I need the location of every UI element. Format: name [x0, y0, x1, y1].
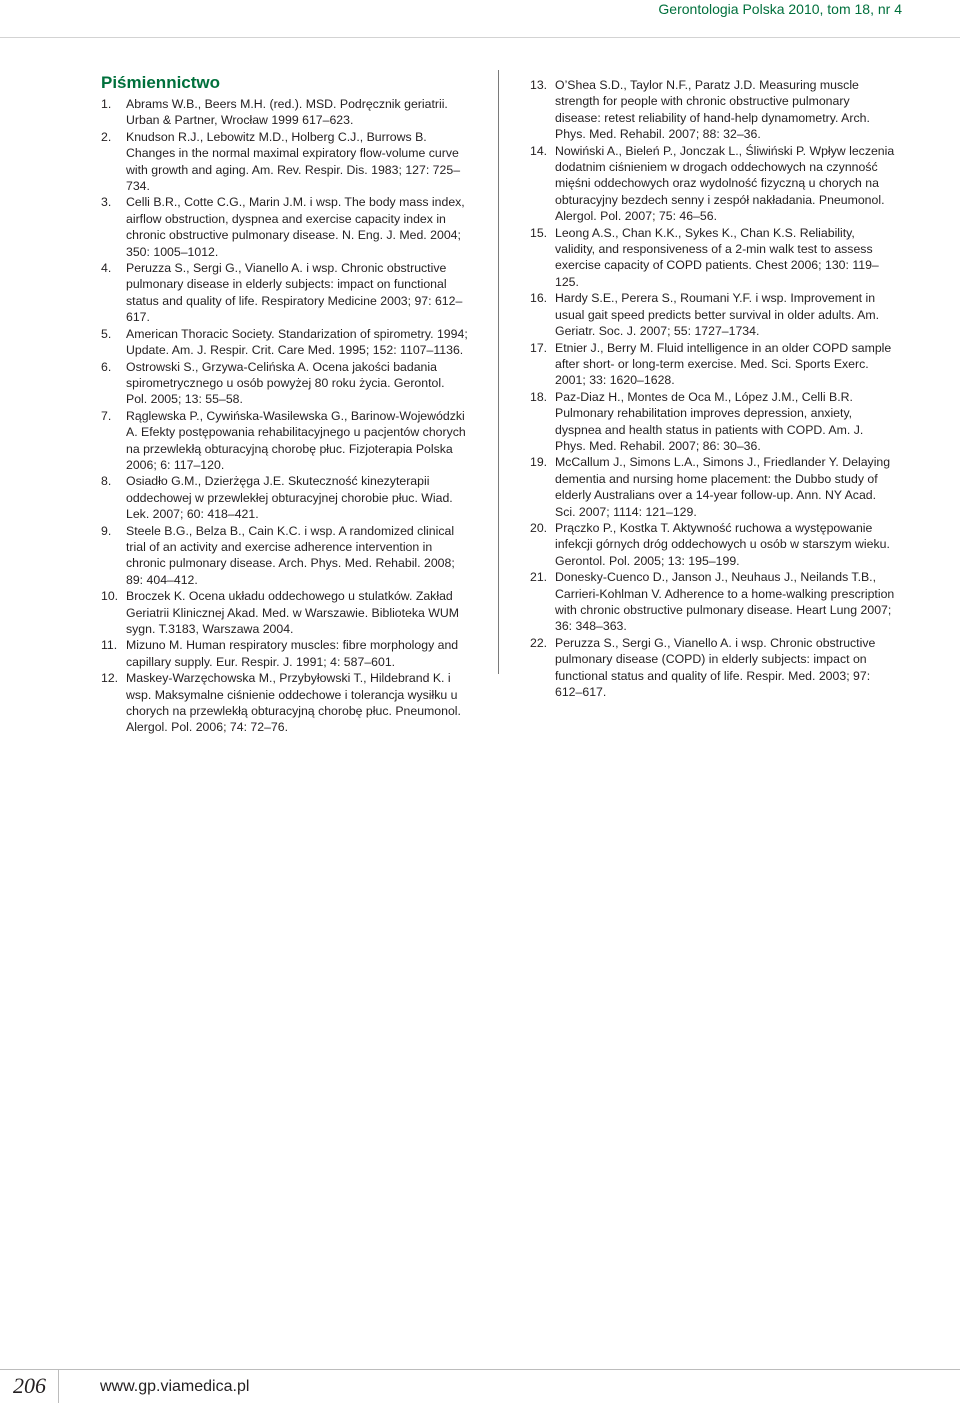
- reference-text: Celli B.R., Cotte C.G., Marin J.M. i wsp. The body mass index, airflow obstruction, dyspnea and exercise capacity index in chronic obstructive pulmonary disease. N. Eng. J. Med. 2004; 350: 1005–1012.: [126, 195, 465, 259]
- reference-text: Etnier J., Berry M. Fluid intelligence in an older COPD sample after short- or long-term exercise. Med. Sci. Sports Exerc. 2001; 33: 1620–1628.: [555, 340, 892, 388]
- page-header: [0, 0, 960, 38]
- reference-item: [101, 408, 469, 474]
- reference-number: 7.: [101, 408, 112, 423]
- column-divider: [498, 70, 499, 674]
- references-left-column: [101, 96, 469, 736]
- reference-number: 13.: [530, 78, 548, 92]
- footer-separator: [58, 1369, 59, 1403]
- reference-text: Donesky-Cuenco D., Janson J., Neuhaus J., Neilands T.B., Carrieri-Kohlman V. Adherence to a home-walking prescription with chronic obstructive pulmonary disease. Heart Lung 2007; 36: 348–363.: [555, 570, 895, 634]
- reference-item: [101, 588, 469, 637]
- reference-item: [101, 129, 469, 195]
- reference-text: Peruzza S., Sergi G., Vianello A. i wsp. Chronic obstructive pulmonary disease in elderly subjects: impact on functional status and quality of life. Respiratory Medicine 2003; 97: 612–617.: [126, 261, 463, 325]
- reference-text: Maskey-Warzęchowska M., Przybyłowski T., Hildebrand K. i wsp. Maksymalne ciśnienie oddechowe i tolerancja wysiłku u chorych na przewlekłą obturacyjną chorobę płuc. Pneumonol. Alergol. Pol. 2006; 74: 72–76.: [126, 671, 461, 735]
- reference-number: 14.: [530, 143, 548, 158]
- reference-number: 19.: [530, 455, 548, 470]
- references-right-column: [530, 77, 897, 700]
- reference-text: Leong A.S., Chan K.K., Sykes K., Chan K.S. Reliability, validity, and responsiveness of a 2-min walk test to assess exercise capacity of COPD patients. Chest 2006; 130: 119–125.: [555, 225, 879, 289]
- reference-text: Nowiński A., Bieleń P., Jonczak L., Śliwiński P. Wpływ leczenia dodatnim ciśnieniem w drogach oddechowych na czynność mięśni oddechowych oraz wydolność fizyczną u chorych na obturacyjny bezdech senny i zespół nakładania. Pneumonol. Alergol. Pol. 2007; 75: 46–56.: [555, 143, 895, 224]
- reference-text: O’Shea S.D., Taylor N.F., Paratz J.D. Measuring muscle strength for people with chronic obstructive pulmonary disease: retest reliability of hand-help dynamometry. Arch. Phys. Med. Rehabil. 2007; 88: 32–36.: [555, 78, 870, 142]
- reference-number: 22.: [530, 635, 548, 650]
- reference-number: 9.: [101, 523, 112, 538]
- reference-number: 8.: [101, 474, 112, 489]
- reference-text: Broczek K. Ocena układu oddechowego u stulatków. Zakład Geriatrii Klinicznej Akad. Med. w Warszawie. Biblioteka WUM sygn. T.3183, Warszawa 2004.: [126, 589, 460, 636]
- reference-item: [101, 637, 469, 670]
- reference-item: [101, 96, 469, 129]
- reference-number: 11.: [101, 638, 118, 653]
- reference-text: Prączko P., Kostka T. Aktywność ruchowa a występowanie infekcji górnych dróg oddechowych u osób w starszym wieku. Gerontol. Pol. 2005; 13: 195–199.: [555, 520, 890, 568]
- journal-url: www.gp.viamedica.pl: [100, 1378, 250, 1395]
- reference-number: 5.: [101, 326, 112, 341]
- reference-item: [101, 670, 469, 736]
- reference-item: [530, 225, 897, 291]
- reference-item: [101, 523, 469, 589]
- reference-number: 6.: [101, 359, 112, 374]
- reference-text: American Thoracic Society. Standarization of spirometry. 1994; Update. Am. J. Respir. Crit. Care Med. 1995; 152: 1107–1136.: [126, 326, 468, 358]
- reference-text: Mizuno M. Human respiratory muscles: fibre morphology and capillary supply. Eur. Respir. J. 1991; 4: 587–601.: [126, 638, 459, 669]
- reference-number: 16.: [530, 291, 548, 306]
- reference-number: 20.: [530, 520, 548, 535]
- reference-item: [530, 143, 897, 225]
- reference-number: 15.: [530, 225, 548, 240]
- journal-title: Gerontologia Polska 2010, tom 18, nr 4: [658, 1, 902, 17]
- reference-number: 12.: [101, 671, 119, 686]
- reference-item: [530, 635, 897, 701]
- reference-item: [530, 454, 897, 520]
- reference-item: [530, 520, 897, 569]
- reference-item: [101, 260, 469, 326]
- reference-text: Hardy S.E., Perera S., Roumani Y.F. i wsp. Improvement in usual gait speed predicts better survival in older adults. Am. Geriatr. Soc. J. 2007; 55: 1727–1734.: [555, 291, 879, 339]
- reference-text: McCallum J., Simons L.A., Simons J., Friedlander Y. Delaying dementia and nursing home placement: the Dubbo study of elderly Australians over a 14-year follow-up. Ann. NY Acad. Sci. 2007; 1114: 121–129.: [555, 455, 891, 519]
- reference-number: 3.: [101, 195, 112, 210]
- reference-item: [530, 340, 897, 389]
- reference-number: 21.: [530, 570, 548, 585]
- reference-number: 1.: [101, 97, 112, 111]
- reference-text: Ostrowski S., Grzywa-Celińska A. Ocena jakości badania spirometrycznego u osób powyżej 80 roku życia. Gerontol. Pol. 2005; 13: 55–58.: [126, 359, 445, 407]
- reference-item: [101, 326, 469, 359]
- reference-number: 18.: [530, 389, 548, 404]
- reference-item: [530, 389, 897, 455]
- reference-text: Peruzza S., Sergi G., Vianello A. i wsp. Chronic obstructive pulmonary disease (COPD) in elderly subjects: impact on functional status and quality of life. Respir. Med. 2003; 97: 612–617.: [555, 635, 876, 700]
- reference-text: Knudson R.J., Lebowitz M.D., Holberg C.J., Burrows B. Changes in the normal maximal expiratory flow-volume curve with growth and aging. Am. Rev. Respir. Dis. 1983; 127: 725–734.: [126, 129, 461, 194]
- reference-item: [530, 569, 897, 635]
- reference-item: [101, 359, 469, 408]
- footer-rule: [0, 1369, 960, 1370]
- reference-item: [530, 77, 897, 143]
- reference-item: [530, 290, 897, 339]
- reference-text: Rąglewska P., Cywińska-Wasilewska G., Barinow-Wojewódzki A. Efekty postępowania rehabilitacyjnego u pacjentów chorych na przewlekłą obturacyjną chorobę płuc. Fizjoterapia Polska 2006; 6: 117–120.: [126, 408, 466, 472]
- reference-text: Paz-Diaz H., Montes de Oca M., López J.M., Celli B.R. Pulmonary rehabilitation improves depression, anxiety, dyspnea and health status in patients with COPD. Am. J. Phys. Med. Rehabil. 2007; 86: 30–36.: [555, 389, 864, 453]
- reference-number: 4.: [101, 261, 112, 276]
- section-title: Piśmiennictwo: [101, 73, 221, 92]
- page-number: 206: [13, 1373, 46, 1398]
- reference-text: Abrams W.B., Beers M.H. (red.). MSD. Podręcznik geriatrii. Urban & Partner, Wrocław 1999 617–623.: [126, 97, 448, 128]
- reference-number: 17.: [530, 340, 548, 355]
- reference-text: Osiadło G.M., Dzierżęga J.E. Skuteczność kinezyterapii oddechowej w przewlekłej obturacyjnej chorobie płuc. Wiad. Lek. 2007; 60: 418–421.: [126, 474, 453, 522]
- reference-number: 2.: [101, 129, 112, 144]
- reference-text: Steele B.G., Belza B., Cain K.C. i wsp. A randomized clinical trial of an activity and exercise adherence intervention in chronic pulmonary disease. Arch. Phys. Med. Rehabil. 2008; 89: 404–412.: [126, 523, 455, 587]
- reference-number: 10.: [101, 589, 119, 604]
- reference-item: [101, 473, 469, 522]
- reference-item: [101, 194, 469, 260]
